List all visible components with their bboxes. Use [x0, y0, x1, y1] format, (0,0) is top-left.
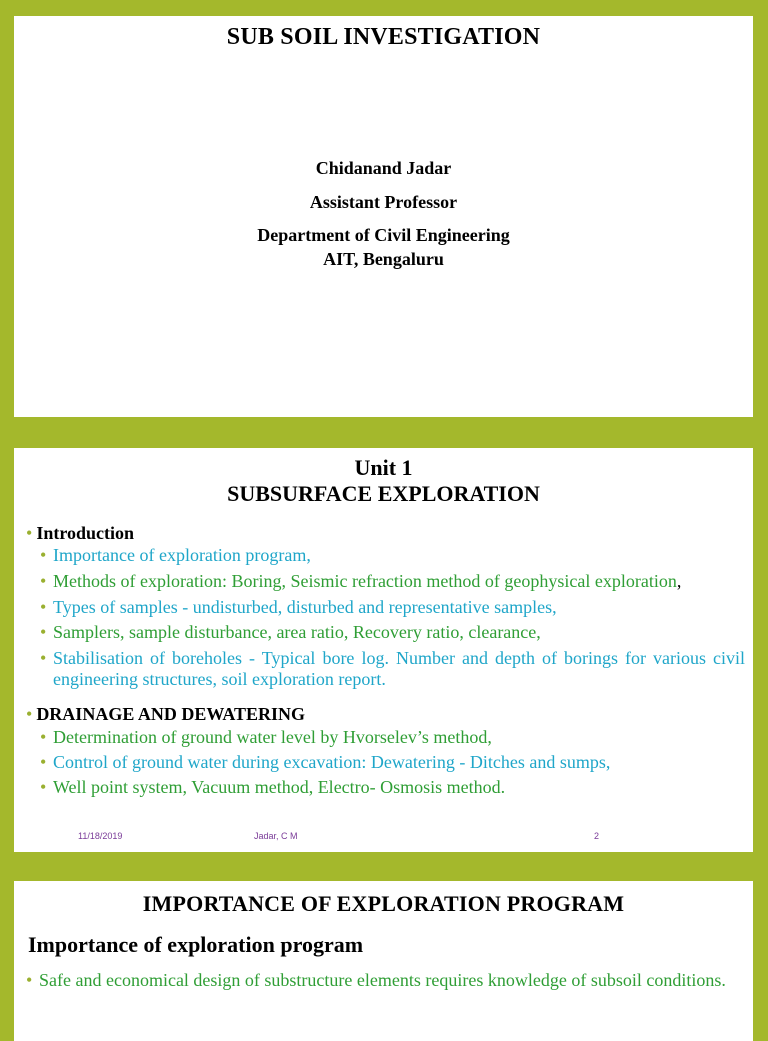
bullet-dot-icon: •: [40, 727, 47, 747]
slide3-title: IMPORTANCE OF EXPLORATION PROGRAM: [142, 891, 625, 916]
list-item: • Determination of ground water level by Hvorselev’s method,: [40, 727, 492, 747]
slide-importance: [14, 881, 753, 1041]
bullet-dot-icon: •: [40, 571, 47, 591]
footer-page-number: 2: [594, 831, 600, 841]
unit-number: Unit 1: [354, 455, 413, 480]
bullet-dot-icon: •: [26, 523, 33, 543]
bullet-dot-icon: •: [26, 704, 33, 724]
footer-author: Jadar, C M: [254, 831, 298, 841]
bullet-dot-icon: •: [40, 648, 47, 668]
footer-date: 11/18/2019: [78, 831, 123, 841]
list-item: • Stabilisation of boreholes - Typical bore log. Number and depth of borings for various civil engineering structures, soil exploration report.: [40, 648, 745, 689]
bullet-dot-icon: •: [40, 597, 47, 617]
bullet-dot-icon: •: [40, 752, 47, 772]
list-item: • Well point system, Vacuum method, Electro- Osmosis method.: [40, 777, 506, 797]
unit-heading: [14, 455, 753, 507]
slide1-title: SUB SOIL INVESTIGATION: [226, 24, 541, 50]
author-role: Assistant Professor: [309, 192, 458, 212]
bullet-dot-icon: •: [26, 970, 33, 990]
slide-title: [14, 16, 753, 417]
slide-unit1: [14, 448, 753, 852]
unit-title: SUBSURFACE EXPLORATION: [227, 481, 540, 506]
institute: AIT, Bengaluru: [323, 249, 444, 269]
bullet-dot-icon: •: [40, 777, 47, 797]
author-name: Chidanand Jadar: [315, 158, 452, 178]
bullet-dot-icon: •: [40, 622, 47, 642]
list-item: • Control of ground water during excavation: Dewatering - Ditches and sumps,: [40, 752, 611, 772]
section-heading: Introduction: [36, 523, 135, 543]
department: Department of Civil Engineering: [257, 225, 510, 245]
slide3-subtitle: Importance of exploration program: [28, 932, 364, 957]
section-introduction: [26, 523, 745, 544]
list-item: • Methods of exploration: Boring, Seismic refraction method of geophysical exploration,: [40, 571, 682, 591]
section-drainage: [26, 704, 745, 725]
list-item: • Safe and economical design of substructure elements requires knowledge of subsoil conditions.: [26, 970, 726, 990]
section-heading: DRAINAGE AND DEWATERING: [36, 704, 306, 724]
list-item: • Types of samples - undisturbed, disturbed and representative samples,: [40, 597, 557, 617]
list-item: • Samplers, sample disturbance, area ratio, Recovery ratio, clearance,: [40, 622, 541, 642]
bullet-dot-icon: •: [40, 545, 47, 565]
list-item: • Importance of exploration program,: [40, 545, 311, 565]
